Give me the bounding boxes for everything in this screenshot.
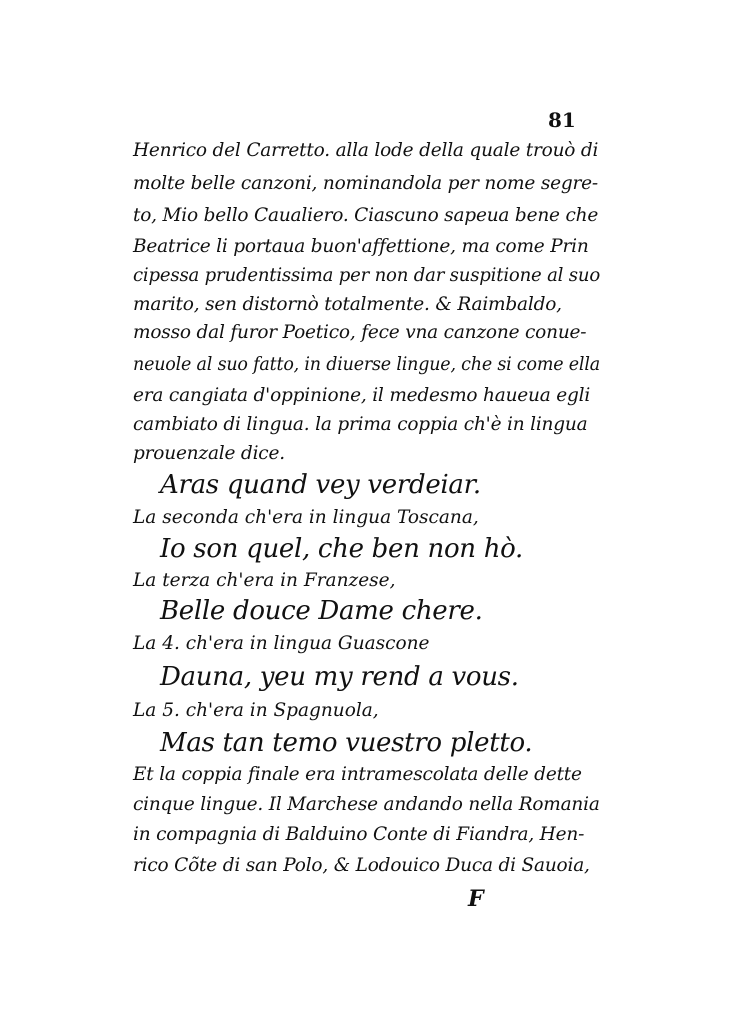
text-line: mosso dal furor Poetico, fece vna canzone conue-	[133, 322, 587, 343]
text-line: cinque lingue. Il Marchese andando nella Romania	[133, 794, 600, 815]
text-line: rico Cõte di san Polo, & Lodouico Duca di Sauoia,	[133, 855, 590, 876]
verse-line: Aras quand vey verdeiar.	[160, 470, 481, 500]
text-line: cambiato di lingua. la prima coppia ch'è in lingua	[133, 414, 588, 435]
verse-line: Io son quel, che ben non hò.	[160, 534, 524, 564]
page-number: 81	[548, 108, 576, 132]
stanza-intro: La seconda ch'era in lingua Toscana,	[133, 507, 479, 528]
text-line: Et la coppia finale era intramescolata delle dette	[133, 764, 582, 785]
text-line: era cangiata d'oppinione, il medesmo haueua egli	[133, 385, 591, 406]
text-line: prouenzale dice.	[133, 443, 285, 464]
text-line: cipessa prudentissima per non dar suspitione al suo	[133, 265, 601, 286]
verse-line: Mas tan temo vuestro pletto.	[160, 728, 533, 758]
stanza-intro: La 5. ch'era in Spagnuola,	[133, 700, 379, 721]
signature-mark: F	[468, 886, 484, 912]
text-line: Henrico del Carretto. alla lode della quale trouò di	[133, 140, 599, 161]
stanza-intro: La 4. ch'era in lingua Guascone	[133, 633, 430, 654]
text-line: in compagnia di Balduino Conte di Fiandra, Hen-	[133, 824, 585, 845]
text-line: Beatrice li portaua buon'affettione, ma come Prin	[133, 236, 589, 257]
text-line: neuole al suo fatto, in diuerse lingue, che si come ella	[133, 354, 600, 375]
stanza-intro: La terza ch'era in Franzese,	[133, 570, 396, 591]
verse-line: Belle douce Dame chere.	[160, 596, 483, 626]
text-line: molte belle canzoni, nominandola per nome segre-	[133, 173, 598, 194]
text-line: to, Mio bello Caualiero. Ciascuno sapeua bene che	[133, 205, 599, 226]
text-line: marito, sen distornò totalmente. & Raimbaldo,	[133, 294, 562, 315]
verse-line: Dauna, yeu my rend a vous.	[160, 662, 519, 692]
